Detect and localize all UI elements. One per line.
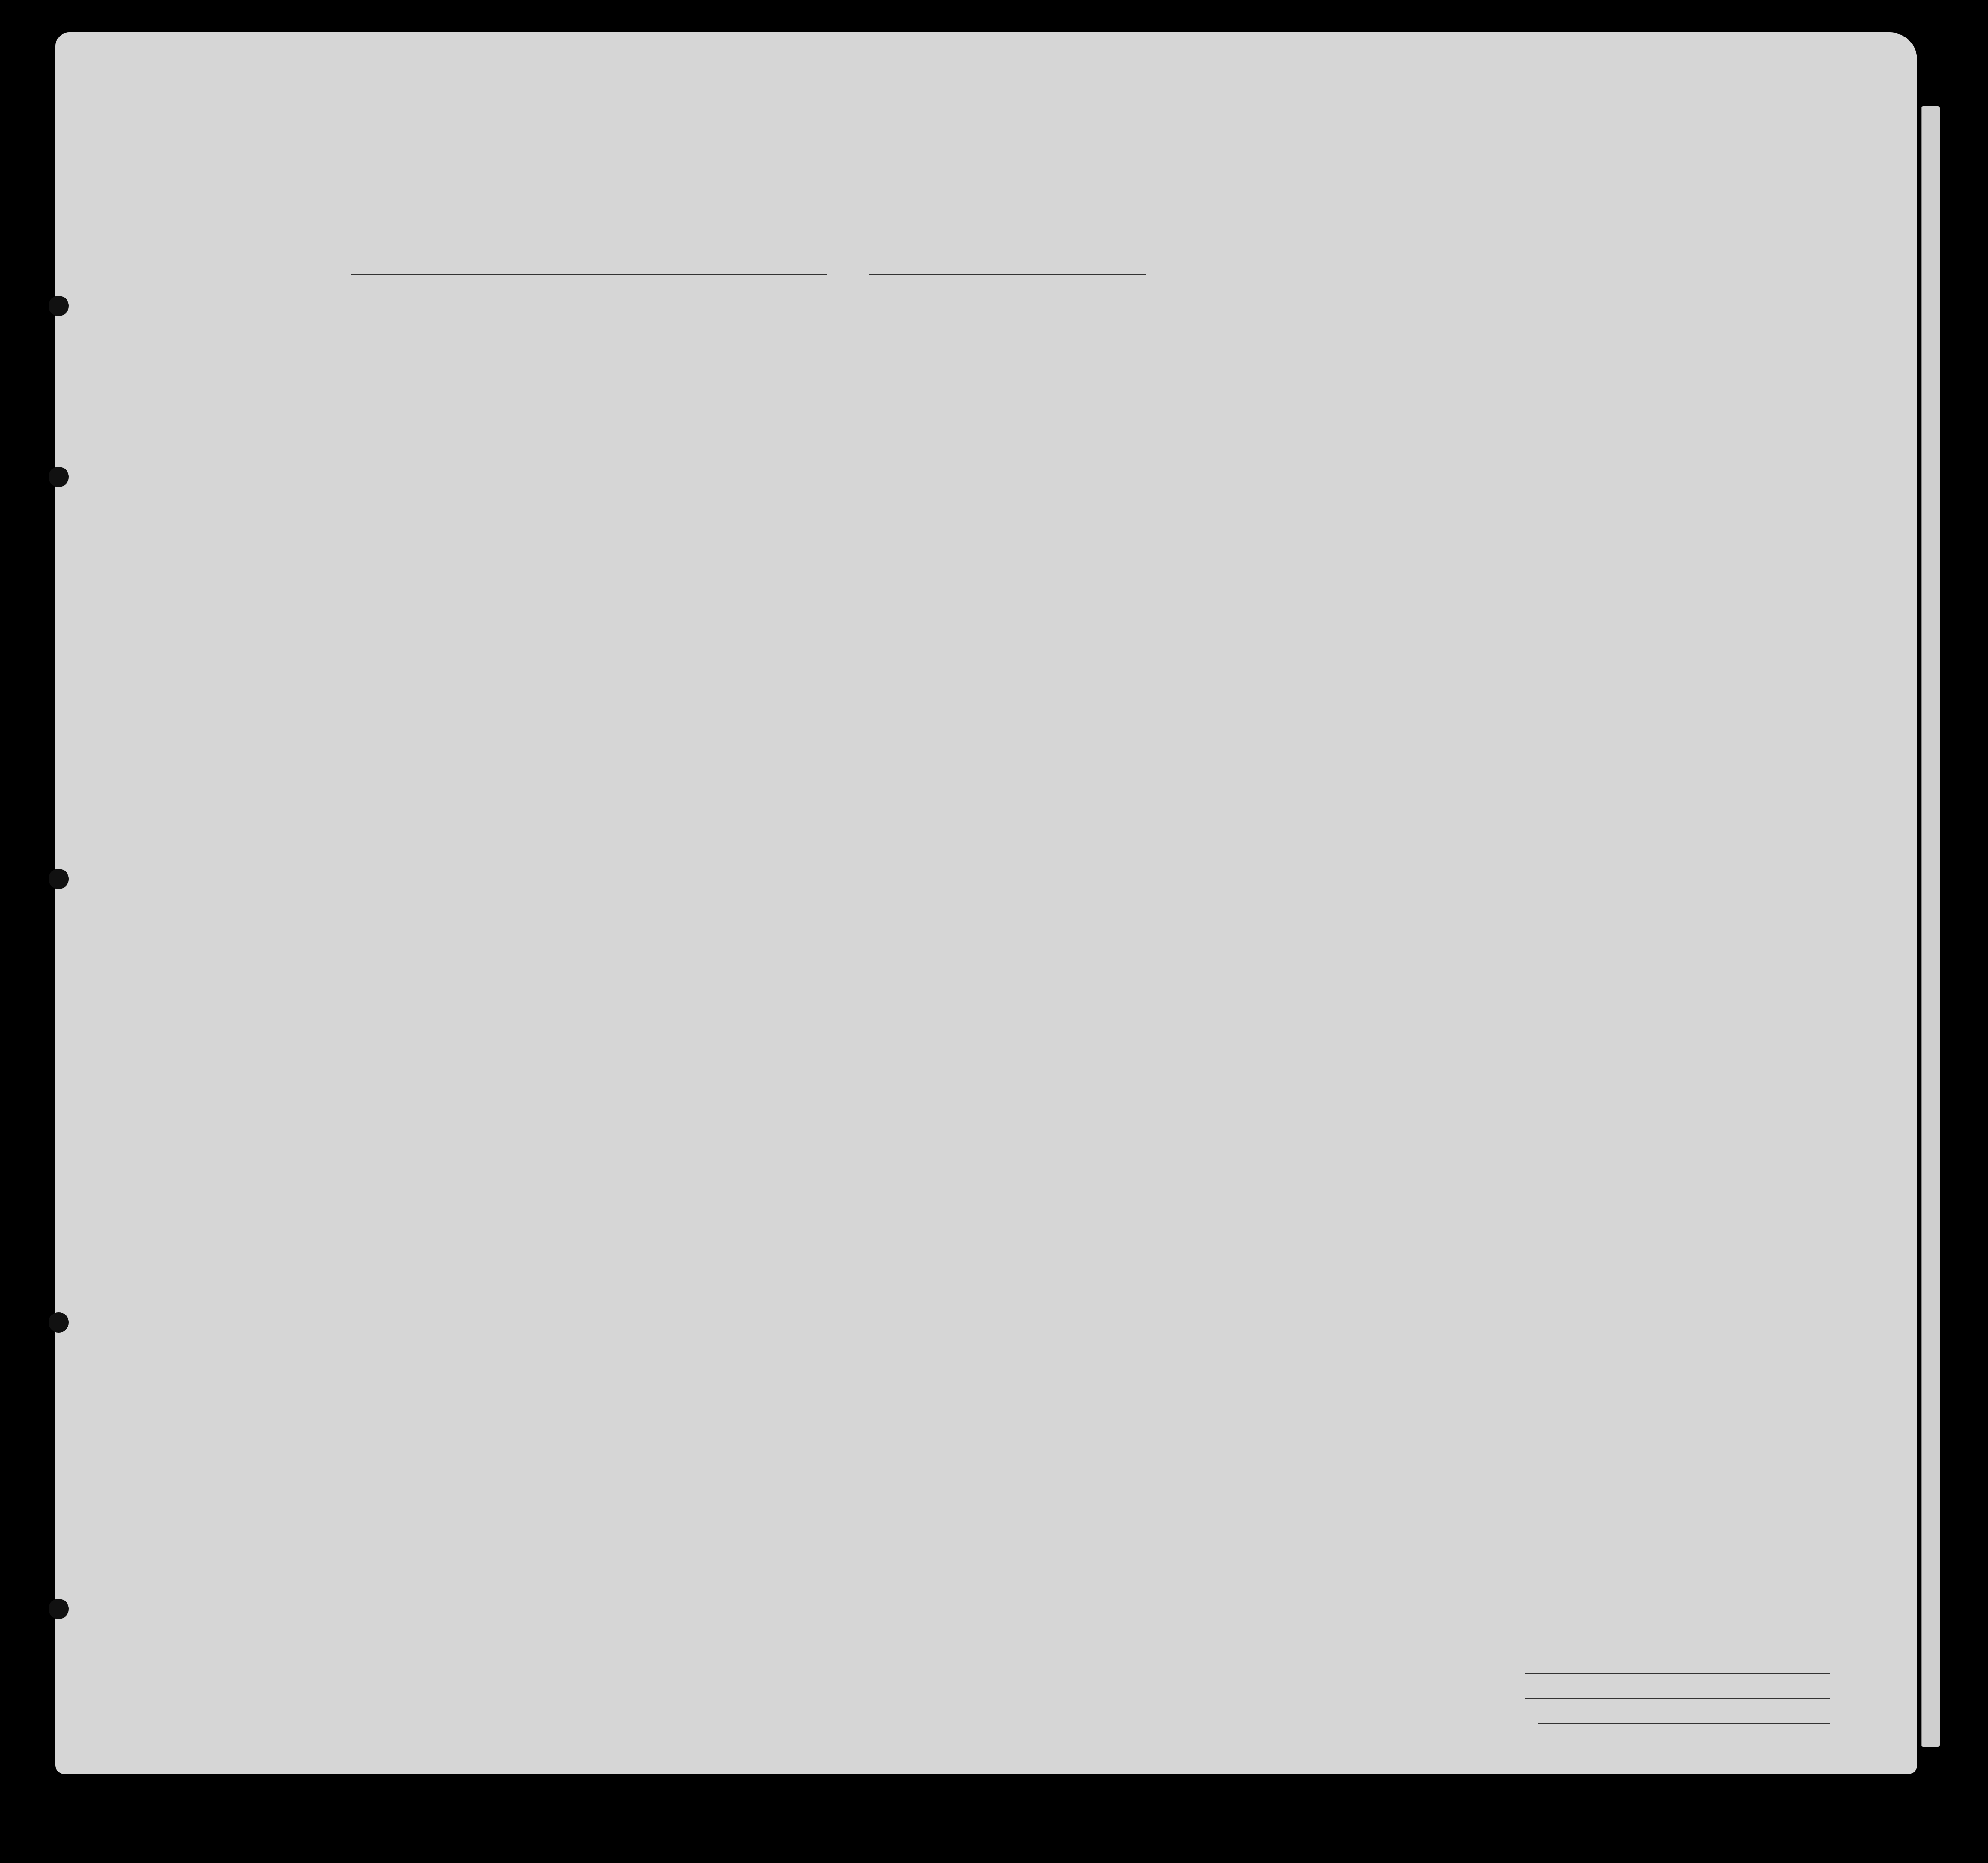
- binder-hole: [49, 1312, 69, 1333]
- binder-hole: [49, 1599, 69, 1619]
- binder-hole: [49, 869, 69, 889]
- page-edge: [1921, 106, 1940, 1747]
- manifest-table: [134, 280, 1853, 1594]
- binder-hole: [49, 467, 69, 487]
- binder-hole: [49, 296, 69, 316]
